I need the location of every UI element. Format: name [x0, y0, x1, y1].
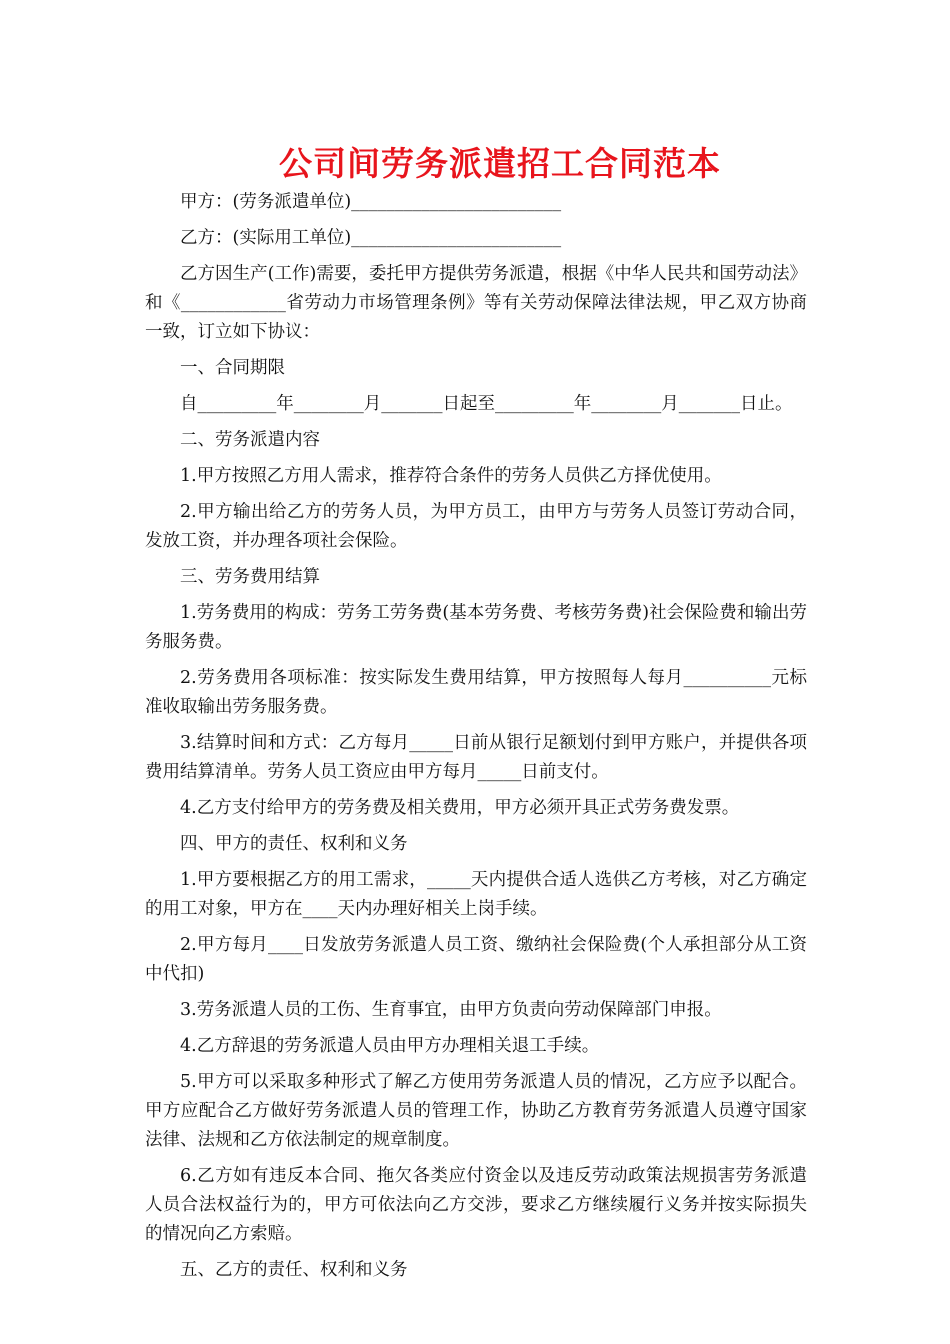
clause-paragraph: 4.乙方辞退的劳务派遣人员由甲方办理相关退工手续。 — [180, 1036, 600, 1056]
clause-paragraph: 2.甲方每月____日发放劳务派遣人员工资、缴纳社会保险费(个人承担部分从工资中代扣) — [145, 935, 807, 984]
section-heading: 三、劳务费用结算 — [180, 567, 320, 587]
section-heading: 四、甲方的责任、权利和义务 — [180, 834, 408, 854]
clause-paragraph: 3.劳务派遣人员的工伤、生育事宜，由甲方负责向劳动保障部门申报。 — [180, 1000, 722, 1020]
clause-paragraph: 自_________年________月_______日起至_________年________月_______日止。 — [180, 394, 793, 414]
clause-paragraph: 2.甲方输出给乙方的劳务人员，为甲方员工，由甲方与劳务人员签订劳动合同，发放工资，并办理各项社会保险。 — [145, 502, 807, 551]
party-a-line: 甲方：(劳务派遣单位)________________________ — [180, 192, 562, 212]
document-title: 公司间劳务派遣招工合同范本 — [279, 144, 721, 183]
section-heading: 二、劳务派遣内容 — [180, 430, 320, 450]
party-b-line: 乙方：(实际用工单位)________________________ — [180, 228, 562, 248]
clause-paragraph: 4.乙方支付给甲方的劳务费及相关费用，甲方必须开具正式劳务费发票。 — [180, 798, 740, 818]
clause-paragraph: 1.甲方要根据乙方的用工需求，_____天内提供合适人选供乙方考核，对乙方确定的用工对象，甲方在____天内办理好相关上岗手续。 — [145, 870, 807, 919]
clause-paragraph: 1.劳务费用的构成：劳务工劳务费(基本劳务费、考核劳务费)社会保险费和输出劳务服务费。 — [145, 603, 807, 652]
section-heading: 一、合同期限 — [180, 358, 285, 378]
clause-paragraph: 3.结算时间和方式：乙方每月_____日前从银行足额划付到甲方账户，并提供各项费用结算清单。劳务人员工资应由甲方每月_____日前支付。 — [145, 733, 807, 782]
clause-paragraph: 5.甲方可以采取多种形式了解乙方使用劳务派遣人员的情况，乙方应予以配合。甲方应配合乙方做好劳务派遣人员的管理工作，协助乙方教育劳务派遣人员遵守国家法律、法规和乙方依法制定的规章制度。 — [145, 1072, 807, 1150]
clause-paragraph: 6.乙方如有违反本合同、拖欠各类应付资金以及违反劳动政策法规损害劳务派遣人员合法权益行为的，甲方可依法向乙方交涉，要求乙方继续履行义务并按实际损失的情况向乙方索赔。 — [145, 1166, 807, 1244]
preamble-paragraph: 乙方因生产(工作)需要，委托甲方提供劳务派遣，根据《中华人民共和国劳动法》和《____________省劳动力市场管理条例》等有关劳动保障法律法规，甲乙双方协商一致，订立如下协议： — [145, 264, 807, 342]
document-body — [145, 188, 807, 1292]
clause-paragraph: 2.劳务费用各项标准：按实际发生费用结算，甲方按照每人每月__________元标准收取输出劳务服务费。 — [145, 668, 807, 717]
clause-paragraph: 1.甲方按照乙方用人需求，推荐符合条件的劳务人员供乙方择优使用。 — [180, 466, 722, 486]
section-heading: 五、乙方的责任、权利和义务 — [180, 1260, 408, 1280]
